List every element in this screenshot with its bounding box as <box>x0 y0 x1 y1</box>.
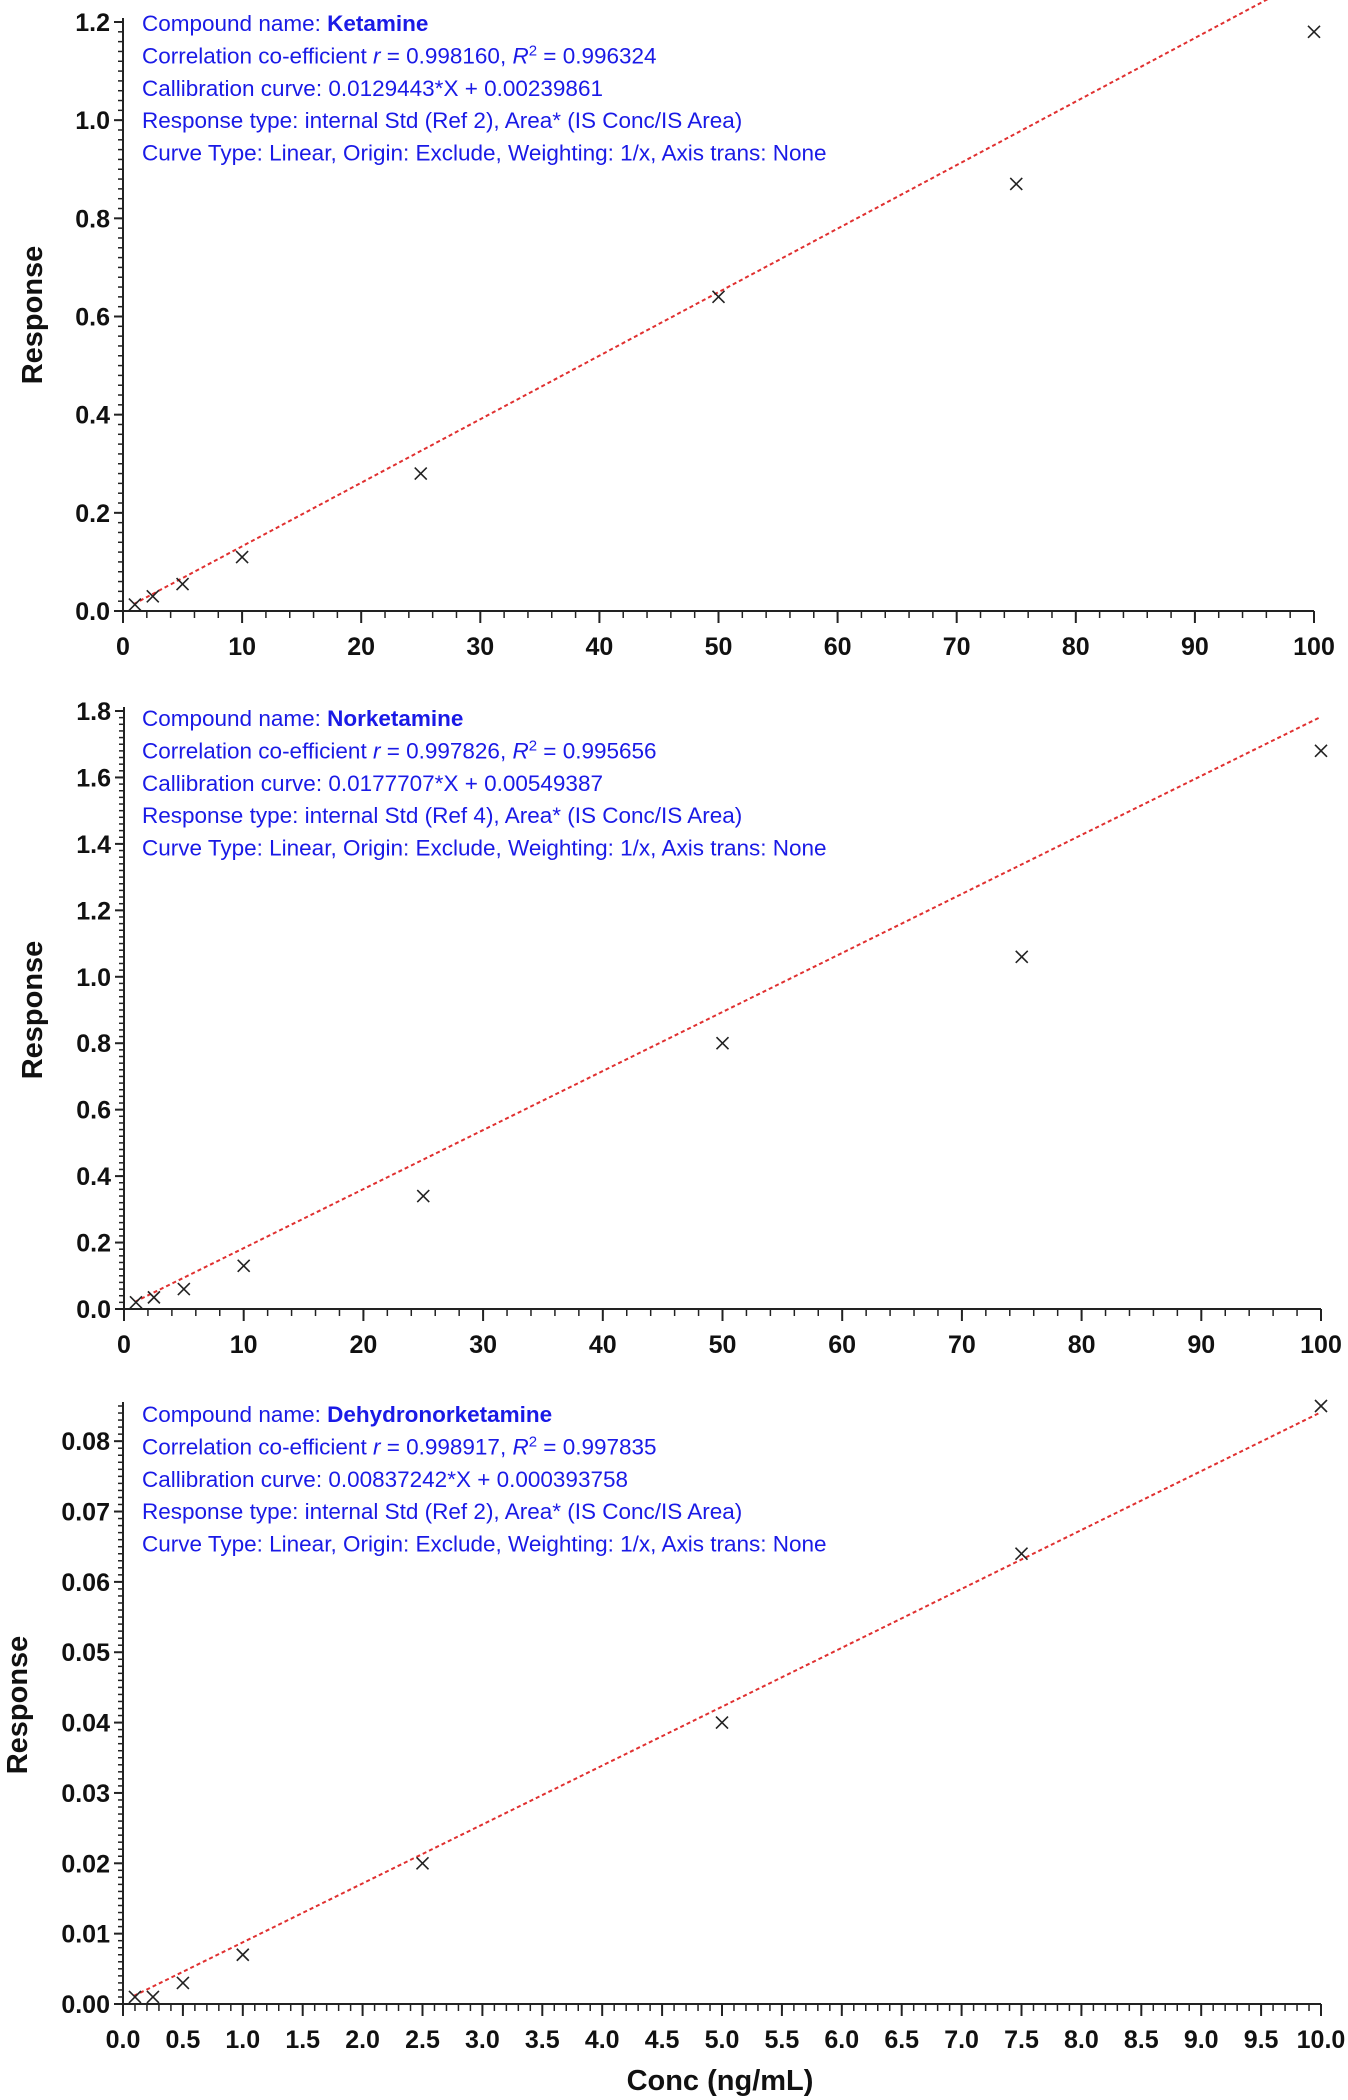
x-tick-label: 80 <box>1061 633 1090 661</box>
x-tick-label: 50 <box>704 633 733 661</box>
y-tick-label: 0.2 <box>76 1229 111 1258</box>
data-point-x-marker <box>147 1991 159 2003</box>
x-tick-label: 80 <box>1067 1331 1096 1359</box>
x-tick-label: 1.0 <box>225 2026 261 2054</box>
x-tick-label: 4.0 <box>584 2026 620 2054</box>
y-tick-label: 0.4 <box>75 401 110 430</box>
compound-name: Ketamine <box>327 11 429 36</box>
x-tick-label: 0 <box>116 633 130 661</box>
compound-name: Dehydronorketamine <box>327 1402 553 1427</box>
data-point-x-marker <box>1010 178 1022 190</box>
annotation-calibration: Callibration curve: 0.0177707*X + 0.00549387 <box>142 770 603 796</box>
x-tick-label: 2.0 <box>345 2026 380 2054</box>
annotation-curve-type: Curve Type: Linear, Origin: Exclude, Weighting: 1/x, Axis trans: None <box>142 835 827 861</box>
x-tick-label: 70 <box>942 633 971 661</box>
data-point-x-marker <box>178 1283 190 1295</box>
data-point-x-marker <box>1016 951 1028 963</box>
x-tick-label: 0 <box>117 1331 131 1359</box>
y-axis-label: Response <box>17 245 49 385</box>
y-tick-label: 1.2 <box>76 897 111 926</box>
annotation-curve-type: Curve Type: Linear, Origin: Exclude, Weighting: 1/x, Axis trans: None <box>142 140 827 166</box>
chart-panel-ketamine <box>17 0 1335 661</box>
annotation-correlation <box>142 42 657 69</box>
x-tick-label: 60 <box>823 633 852 661</box>
x-tick-label: 40 <box>588 1331 617 1359</box>
data-point-x-marker <box>129 599 141 611</box>
y-tick-label: 0.8 <box>75 205 110 234</box>
x-tick-label: 10 <box>228 633 257 661</box>
x-tick-label: 9.0 <box>1183 2026 1219 2054</box>
data-point-x-marker <box>1315 745 1327 757</box>
x-tick-label: 20 <box>347 633 376 661</box>
y-tick-label: 0.4 <box>76 1163 111 1192</box>
chart-panel-norketamine <box>17 698 1342 1359</box>
data-point-x-marker <box>130 1296 142 1308</box>
x-tick-label: 1.5 <box>285 2026 321 2054</box>
correlation-r2-sup: 2 <box>528 1432 538 1450</box>
annotation-response-type: Response type: internal Std (Ref 2), Area* (IS Conc/IS Area) <box>142 1499 743 1525</box>
data-point-x-marker <box>237 1949 249 1961</box>
annotation-calibration: Callibration curve: 0.00837242*X + 0.000393758 <box>142 1466 628 1492</box>
x-tick-label: 40 <box>585 633 614 661</box>
x-tick-label: 3.5 <box>524 2026 560 2054</box>
annotation-correlation <box>142 737 657 764</box>
data-point-x-marker <box>716 1717 728 1729</box>
y-tick-label: 1.0 <box>75 107 110 136</box>
y-tick-label: 0.6 <box>76 1096 111 1125</box>
x-tick-label: 8.0 <box>1064 2026 1099 2054</box>
x-tick-label: 6.5 <box>884 2026 920 2054</box>
data-point-x-marker <box>177 1977 189 1989</box>
data-point-x-marker <box>1315 1400 1327 1412</box>
y-tick-label: 1.2 <box>75 9 110 37</box>
x-axis-label: Conc (ng/mL) <box>626 2065 814 2097</box>
annotation-compound <box>142 1402 552 1427</box>
y-tick-label: 0.0 <box>75 598 110 626</box>
y-tick-label: 0.2 <box>75 499 110 528</box>
annotation-compound <box>142 11 428 36</box>
x-tick-label: 100 <box>1293 633 1335 661</box>
y-tick-label: 0.02 <box>61 1850 110 1879</box>
correlation-r2-symbol: R <box>512 43 529 69</box>
compound-label: Compound name: <box>142 11 328 36</box>
x-tick-label: 90 <box>1180 633 1209 661</box>
correlation-r-symbol: r <box>372 43 381 69</box>
x-tick-label: 30 <box>466 633 495 661</box>
correlation-r2-value: = 0.997835 <box>537 1434 657 1460</box>
x-tick-label: 5.5 <box>764 2026 800 2054</box>
data-point-x-marker <box>415 468 427 480</box>
correlation-r-value: = 0.998160, <box>380 43 513 69</box>
correlation-r2-sup: 2 <box>528 736 538 754</box>
annotation-response-type: Response type: internal Std (Ref 2), Area* (IS Conc/IS Area) <box>142 108 743 134</box>
y-tick-label: 1.0 <box>76 963 111 992</box>
x-tick-label: 0.0 <box>105 2026 141 2054</box>
correlation-corr-prefix: Correlation co-efficient <box>142 43 373 69</box>
x-tick-label: 60 <box>828 1331 857 1359</box>
data-point-x-marker <box>417 1190 429 1202</box>
y-tick-label: 0.0 <box>76 1296 111 1324</box>
compound-label: Compound name: <box>142 1402 328 1427</box>
x-tick-label: 70 <box>947 1331 976 1359</box>
x-tick-label: 0.5 <box>165 2026 201 2054</box>
compound-label: Compound name: <box>142 706 328 731</box>
x-tick-label: 4.5 <box>644 2026 680 2054</box>
annotation-curve-type: Curve Type: Linear, Origin: Exclude, Weighting: 1/x, Axis trans: None <box>142 1531 827 1557</box>
data-point-x-marker <box>177 578 189 590</box>
y-tick-label: 0.8 <box>76 1030 111 1059</box>
annotation-compound <box>142 706 463 731</box>
data-point-x-marker <box>1016 1548 1028 1560</box>
data-point-x-marker <box>713 291 725 303</box>
correlation-r2-sup: 2 <box>528 41 538 59</box>
x-tick-label: 5.0 <box>704 2026 740 2054</box>
y-tick-label: 0.03 <box>61 1779 110 1808</box>
correlation-r-value: = 0.998917, <box>380 1434 513 1460</box>
x-tick-label: 100 <box>1300 1331 1342 1359</box>
correlation-r-symbol: r <box>372 1434 381 1460</box>
y-tick-label: 1.4 <box>76 830 111 859</box>
x-tick-label: 30 <box>469 1331 498 1359</box>
x-tick-label: 10 <box>229 1331 258 1359</box>
x-tick-label: 7.0 <box>944 2026 979 2054</box>
compound-name: Norketamine <box>327 706 464 731</box>
correlation-corr-prefix: Correlation co-efficient <box>142 1434 373 1460</box>
y-tick-label: 1.8 <box>76 698 111 726</box>
correlation-r2-symbol: R <box>512 1434 529 1460</box>
annotation-correlation <box>142 1433 657 1460</box>
x-tick-label: 20 <box>349 1331 378 1359</box>
y-tick-label: 1.6 <box>76 764 111 793</box>
y-tick-label: 0.00 <box>61 1991 110 2019</box>
x-tick-label: 90 <box>1187 1331 1216 1359</box>
correlation-r2-value: = 0.996324 <box>537 43 657 69</box>
correlation-r2-value: = 0.995656 <box>537 738 657 764</box>
x-tick-label: 8.5 <box>1123 2026 1159 2054</box>
data-point-x-marker <box>236 551 248 563</box>
x-tick-label: 3.0 <box>465 2026 500 2054</box>
data-point-x-marker <box>417 1857 429 1869</box>
y-tick-label: 0.05 <box>61 1639 110 1668</box>
correlation-corr-prefix: Correlation co-efficient <box>142 738 373 764</box>
x-tick-label: 2.5 <box>405 2026 440 2054</box>
y-tick-label: 0.04 <box>61 1709 110 1738</box>
annotation-calibration: Callibration curve: 0.0129443*X + 0.00239861 <box>142 75 603 101</box>
y-axis-label: Response <box>17 940 49 1080</box>
y-tick-label: 0.07 <box>61 1498 110 1527</box>
data-point-x-marker <box>1308 26 1320 38</box>
x-tick-label: 9.5 <box>1243 2026 1279 2054</box>
x-tick-label: 10.0 <box>1296 2026 1346 2054</box>
y-axis-label: Response <box>2 1635 34 1775</box>
x-tick-label: 50 <box>708 1331 737 1359</box>
y-tick-label: 0.01 <box>61 1920 110 1949</box>
chart-panel-dehydronorketamine <box>2 1400 1345 2097</box>
y-tick-label: 0.06 <box>61 1568 110 1597</box>
correlation-r-symbol: r <box>372 738 381 764</box>
correlation-r2-symbol: R <box>512 738 529 764</box>
annotation-response-type: Response type: internal Std (Ref 4), Area* (IS Conc/IS Area) <box>142 803 743 829</box>
x-tick-label: 6.0 <box>824 2026 860 2054</box>
data-point-x-marker <box>717 1037 729 1049</box>
data-point-x-marker <box>238 1260 250 1272</box>
correlation-r-value: = 0.997826, <box>380 738 513 764</box>
x-tick-label: 7.5 <box>1004 2026 1039 2054</box>
y-tick-label: 0.6 <box>75 303 110 332</box>
data-point-x-marker <box>129 1991 141 2003</box>
y-tick-label: 0.08 <box>61 1428 110 1457</box>
